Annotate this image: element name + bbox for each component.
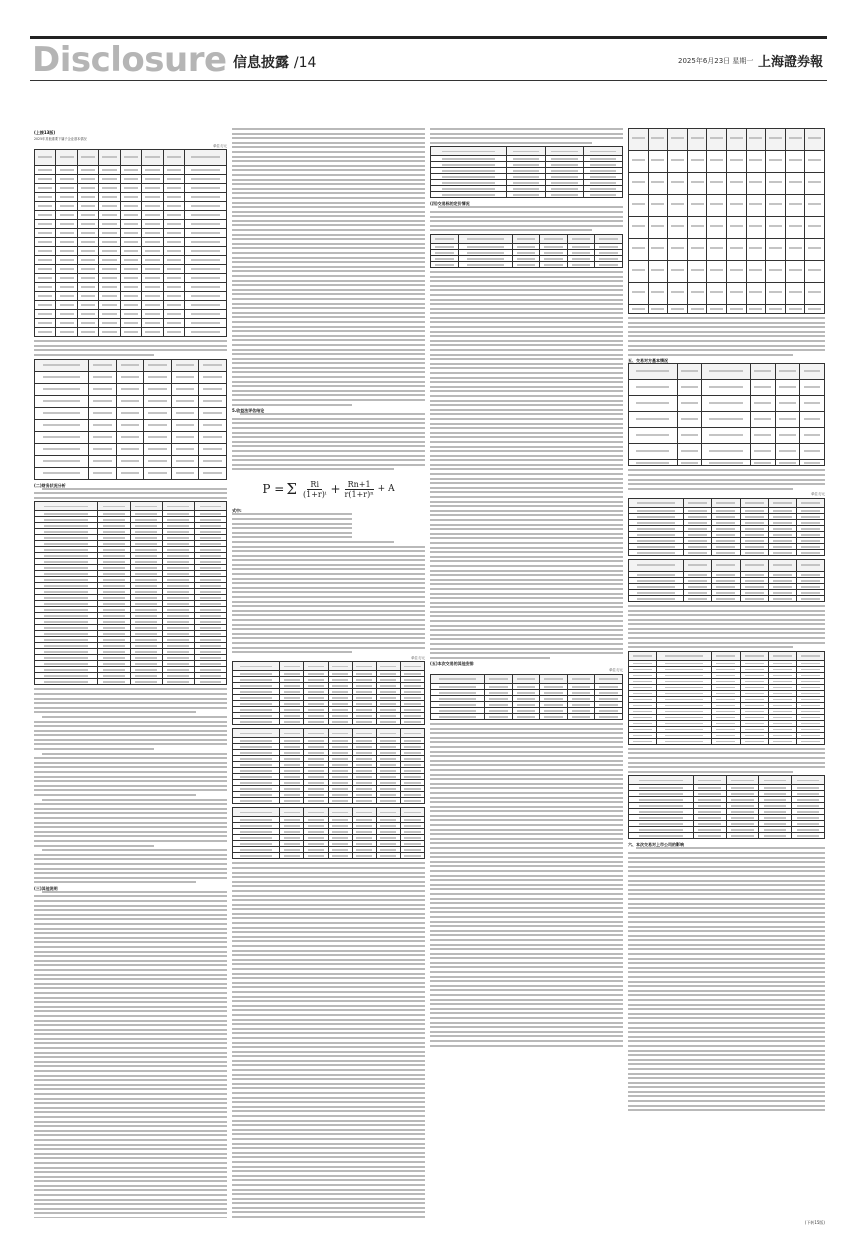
body-text — [430, 271, 623, 659]
newspaper-page — [30, 36, 827, 1226]
section-heading: (三)其他说明 — [34, 885, 58, 891]
shareholding-change-table — [628, 775, 825, 839]
balance-table — [34, 501, 227, 685]
body-text — [34, 688, 227, 883]
masthead-top-rule — [30, 36, 827, 39]
forecast-table-1 — [232, 661, 425, 725]
body-text — [430, 206, 623, 231]
table-title: 2025年其他重要下属子企业基本情况 — [34, 137, 87, 141]
body-text — [628, 847, 825, 1111]
section-heading: 五、交易对方基本情况 — [628, 358, 668, 364]
masthead-bottom-rule — [30, 80, 827, 81]
body-text — [34, 340, 227, 356]
formula-sum-sign: Σ — [286, 480, 297, 499]
column-1 — [34, 128, 227, 1218]
section-heading: (五)本次交易的其他安排 — [430, 661, 474, 667]
masthead — [30, 36, 827, 82]
body-text — [232, 862, 425, 1218]
formula-fraction-1: $\frac{Ri}{\text{(1+r)ⁱ}}$ — [302, 479, 327, 499]
body-text — [232, 128, 425, 406]
forecast-table-2 — [232, 728, 425, 804]
table-unit: 单位:万元 — [609, 668, 623, 673]
column-3 — [430, 128, 623, 1218]
formula-tail: + A — [377, 484, 395, 495]
table-unit: 单位:万元 — [411, 655, 425, 660]
pricing-table — [430, 234, 623, 268]
section-title — [233, 52, 316, 72]
counterparty-table — [628, 363, 825, 466]
section-heading: 5.收益法评估结论 — [232, 408, 265, 414]
continuation-heading: (上接13版) — [34, 130, 56, 135]
column-2 — [232, 128, 425, 1218]
body-text — [628, 605, 825, 648]
body-text — [34, 488, 227, 499]
column-4 — [628, 128, 825, 1218]
section-heading: 六、本次交易对上市公司的影响 — [628, 842, 684, 848]
shareholder-table — [628, 128, 825, 314]
table-unit: 单位:万元 — [811, 492, 825, 497]
valuation-formula: P = Σ $\frac{Ri}{\text{(1+r)ⁱ}}$ + $\frac{Rn+1}{\text{r(1+r)ⁿ}}$ + A — [262, 479, 395, 499]
body-text — [232, 413, 425, 470]
body-text — [628, 317, 825, 356]
formula-lhs: P = — [262, 482, 285, 497]
issue-date: 2025年6月23日 星期一 — [678, 57, 754, 65]
related-party-table — [430, 674, 623, 720]
body-text — [628, 748, 825, 773]
valuation-summary-table — [430, 146, 623, 198]
body-text — [34, 891, 227, 1218]
formula-fraction-2: $\frac{Rn+1}{\text{r(1+r)ⁿ}}$ — [344, 479, 374, 499]
financial-table — [34, 359, 227, 480]
subsidiary-table — [34, 149, 227, 337]
table-unit: 单位:万元 — [213, 143, 227, 148]
section-heading: (二)财务状况分析 — [34, 482, 66, 488]
body-text — [628, 469, 825, 489]
section-heading: (四)交易标的定价情况 — [430, 201, 470, 207]
section-name: 信息披露 — [233, 55, 289, 71]
body-text — [232, 513, 425, 653]
body-text — [430, 723, 623, 1047]
forecast-table-3 — [232, 807, 425, 859]
income-table — [628, 498, 825, 556]
page-number: /14 — [293, 55, 317, 71]
project-table — [628, 651, 825, 745]
disclosure-logo: Disclosure — [32, 40, 227, 80]
formula-legend-heading: 式中: — [232, 508, 242, 514]
continued-note: (下转15版) — [804, 1220, 825, 1225]
newspaper-name: 上海證券報 — [758, 55, 824, 70]
segment-table — [628, 559, 825, 602]
body-text — [430, 128, 623, 144]
